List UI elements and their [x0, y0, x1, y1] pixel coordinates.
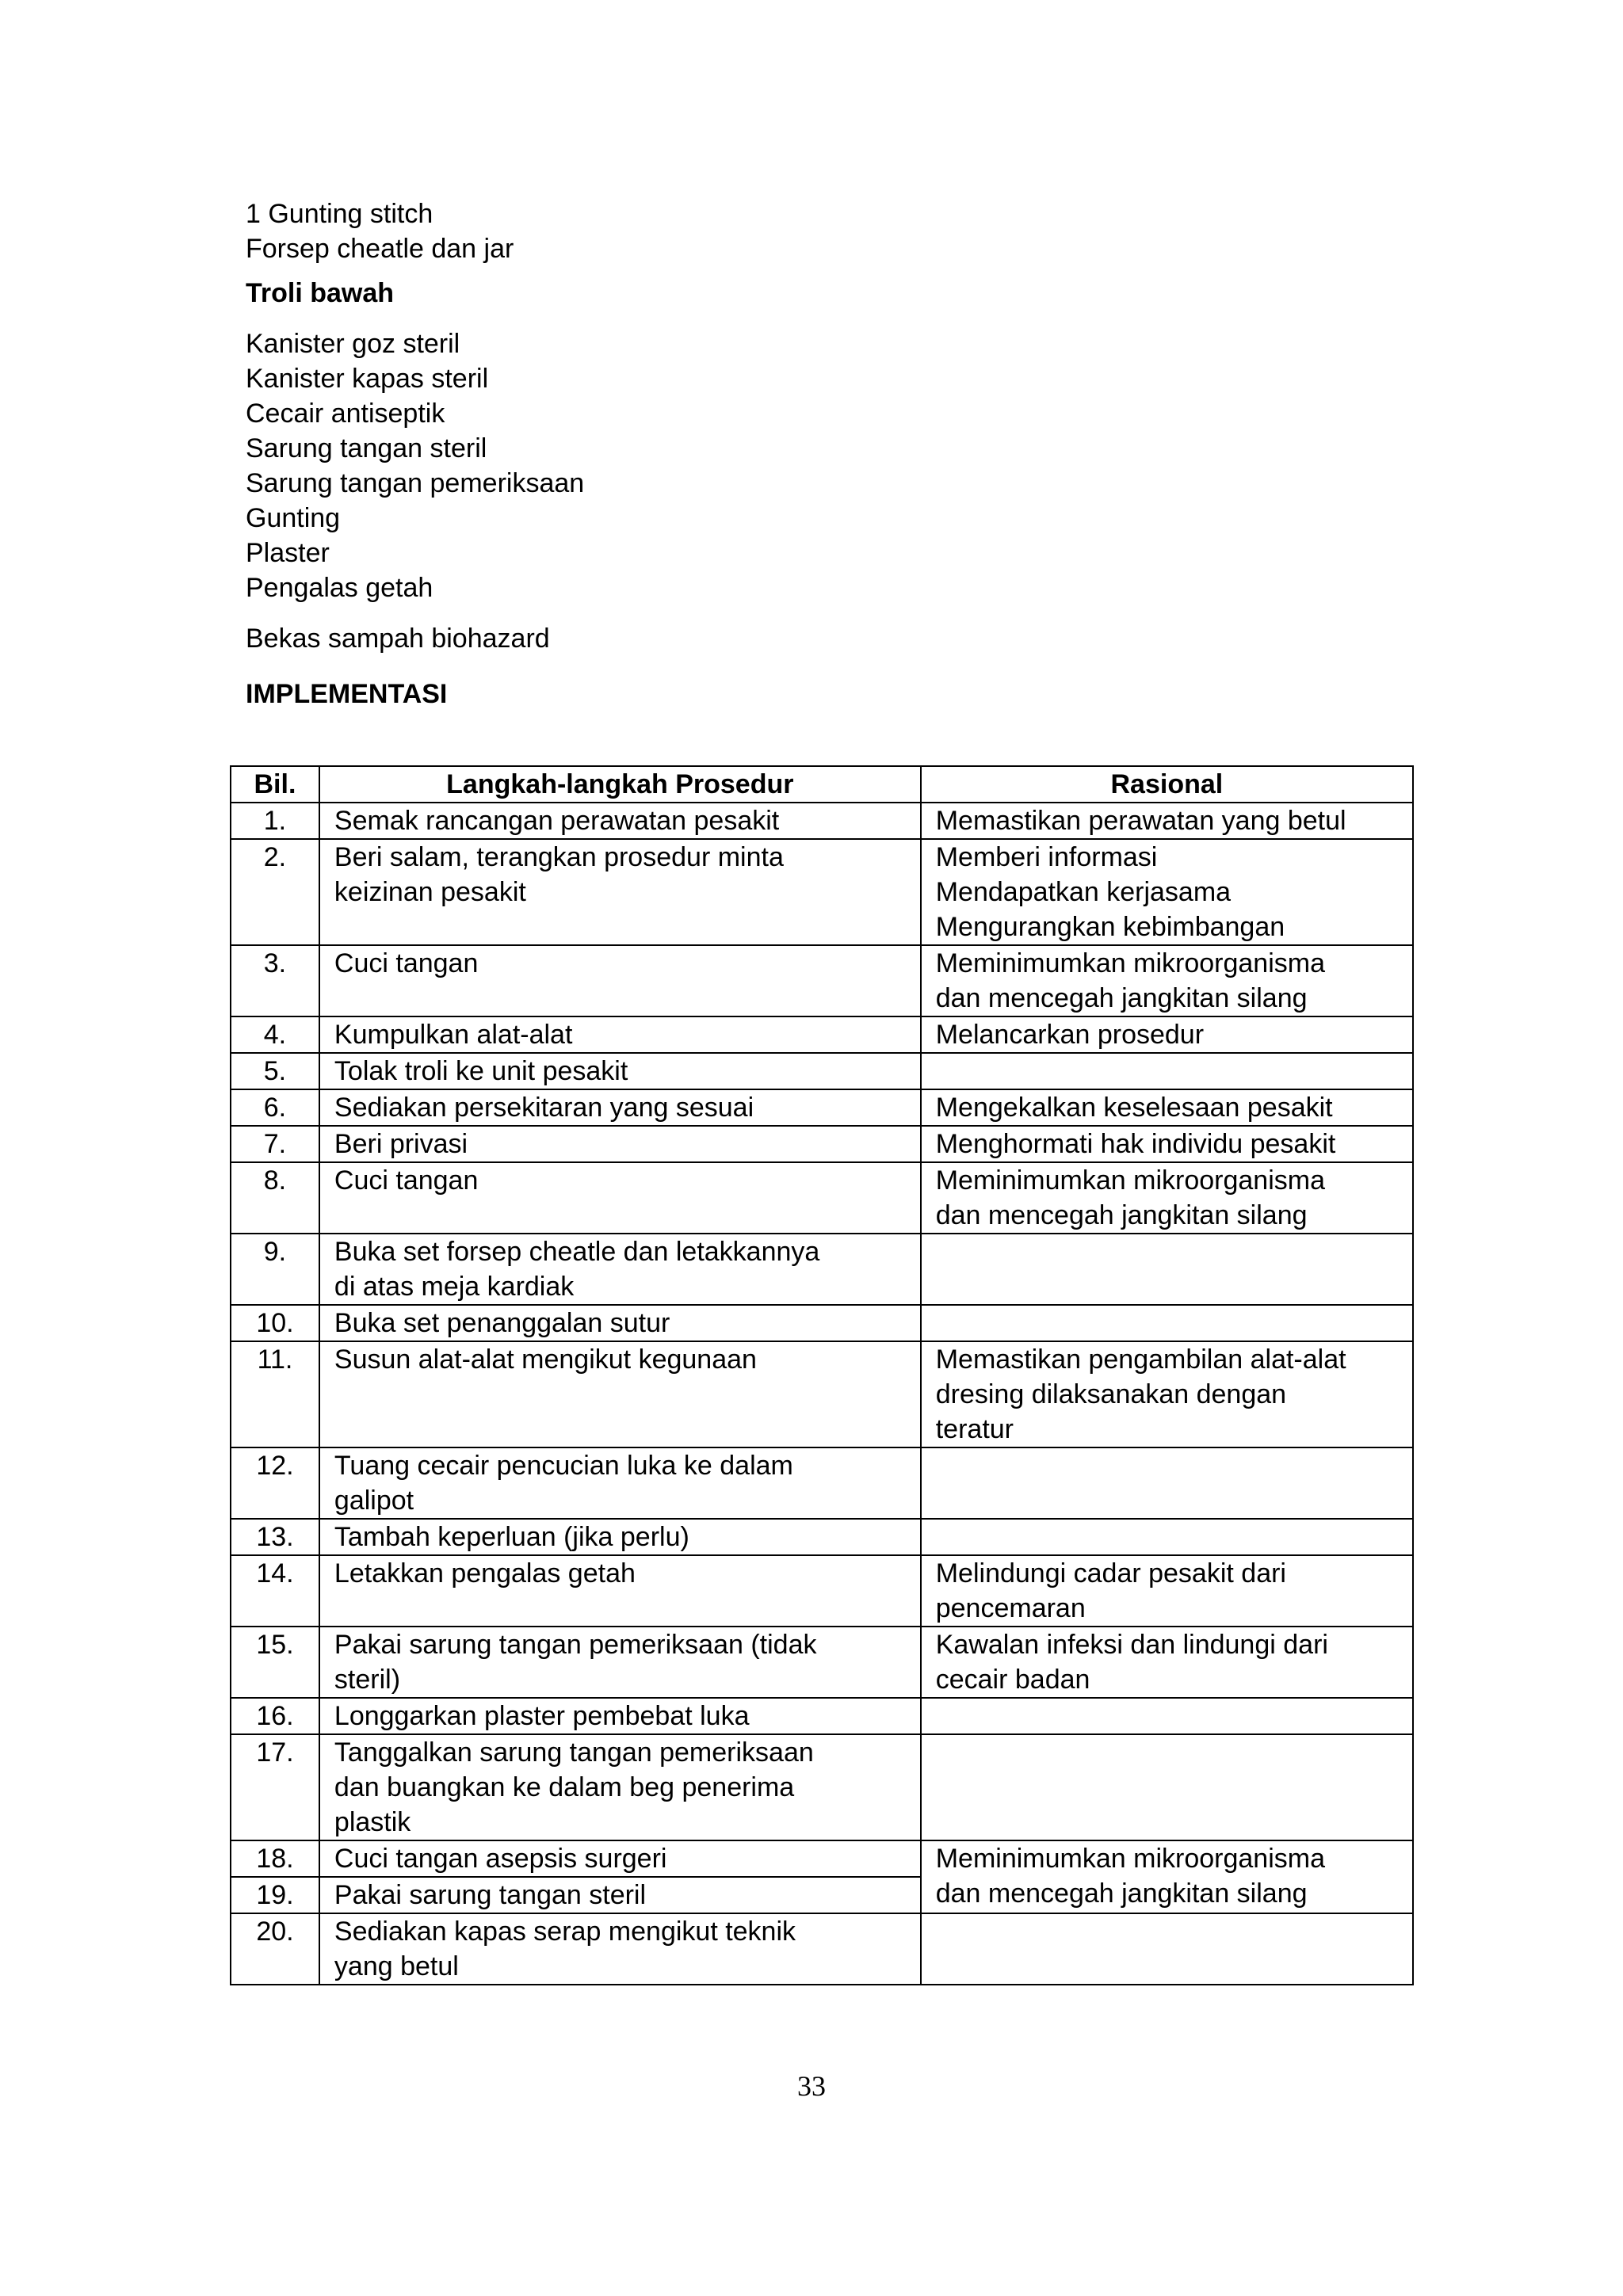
procedure-step: Susun alat-alat mengikut kegunaan — [319, 1341, 921, 1447]
procedure-step: Sediakan persekitaran yang sesuai — [319, 1089, 921, 1126]
table-row — [231, 1089, 1413, 1126]
list-item: Sarung tangan pemeriksaan — [246, 468, 585, 498]
row-number: 11. — [231, 1341, 319, 1447]
table-row — [231, 839, 1413, 945]
table-row — [231, 1341, 1413, 1447]
row-number: 2. — [231, 839, 319, 945]
procedure-step: Pakai sarung tangan pemeriksaan (tidak steril) — [319, 1627, 921, 1698]
list-item: Plaster — [246, 538, 330, 568]
procedure-step: Tuang cecair pencucian luka ke dalam galipot — [319, 1447, 921, 1519]
page-content — [246, 196, 1419, 734]
page-number: 33 — [797, 2070, 826, 2102]
row-number: 5. — [231, 1053, 319, 1089]
row-number: 10. — [231, 1305, 319, 1341]
table-row — [231, 1519, 1413, 1555]
rationale: Memastikan perawatan yang betul — [921, 803, 1413, 839]
header-rationale: Rasional — [921, 766, 1413, 803]
list-item: Cecair antiseptik — [246, 399, 445, 429]
rationale: Memastikan pengambilan alat-alat dresing dilaksanakan dengan teratur — [921, 1341, 1413, 1447]
table-row — [231, 1126, 1413, 1162]
rationale — [921, 1447, 1413, 1519]
list-item: Forsep cheatle dan jar — [246, 234, 514, 264]
rationale: Meminimumkan mikroorganisma dan mencegah jangkitan silang — [921, 945, 1413, 1016]
procedure-step: Beri salam, terangkan prosedur minta keizinan pesakit — [319, 839, 921, 945]
row-number: 18. — [231, 1840, 319, 1877]
table-row — [231, 1162, 1413, 1234]
procedure-step: Tambah keperluan (jika perlu) — [319, 1519, 921, 1555]
rationale: Menghormati hak individu pesakit — [921, 1126, 1413, 1162]
table-header-row — [231, 766, 1413, 803]
rationale: Meminimumkan mikroorganisma dan mencegah jangkitan silang — [921, 1840, 1413, 1913]
rationale: Meminimumkan mikroorganisma dan mencegah jangkitan silang — [921, 1162, 1413, 1234]
table-row — [231, 1734, 1413, 1840]
rationale: Melindungi cadar pesakit dari pencemaran — [921, 1555, 1413, 1627]
row-number: 1. — [231, 803, 319, 839]
table-row — [231, 1305, 1413, 1341]
procedure-step: Buka set penanggalan sutur — [319, 1305, 921, 1341]
procedure-step: Kumpulkan alat-alat — [319, 1016, 921, 1053]
rationale — [921, 1734, 1413, 1840]
list-item: Kanister kapas steril — [246, 364, 489, 394]
list-item: Kanister goz steril — [246, 329, 460, 359]
rationale: Melancarkan prosedur — [921, 1016, 1413, 1053]
table-row — [231, 1698, 1413, 1734]
rationale — [921, 1698, 1413, 1734]
table-row — [231, 803, 1413, 839]
row-number: 19. — [231, 1877, 319, 1913]
list-item: 1 Gunting stitch — [246, 199, 433, 229]
header-steps: Langkah-langkah Prosedur — [319, 766, 921, 803]
section-title: IMPLEMENTASI — [246, 679, 448, 709]
list-item: Pengalas getah — [246, 573, 433, 603]
rationale: Kawalan infeksi dan lindungi dari cecair badan — [921, 1627, 1413, 1698]
table-row — [231, 1555, 1413, 1627]
row-number: 8. — [231, 1162, 319, 1234]
table-row — [231, 1627, 1413, 1698]
table-row — [231, 1234, 1413, 1305]
procedure-step: Longgarkan plaster pembebat luka — [319, 1698, 921, 1734]
row-number: 7. — [231, 1126, 319, 1162]
rationale — [921, 1234, 1413, 1305]
row-number: 17. — [231, 1734, 319, 1840]
procedure-step: Tolak troli ke unit pesakit — [319, 1053, 921, 1089]
table-row — [231, 1840, 1413, 1877]
procedure-step: Buka set forsep cheatle dan letakkannya di atas meja kardiak — [319, 1234, 921, 1305]
procedure-step: Pakai sarung tangan steril — [319, 1877, 921, 1913]
equipment-list — [246, 196, 1419, 266]
row-number: 14. — [231, 1555, 319, 1627]
list-item: Gunting — [246, 503, 341, 533]
rationale — [921, 1053, 1413, 1089]
troli-list — [246, 326, 1419, 605]
procedure-step: Semak rancangan perawatan pesakit — [319, 803, 921, 839]
rationale: Mengekalkan keselesaan pesakit — [921, 1089, 1413, 1126]
rationale: Memberi informasi Mendapatkan kerjasama Mengurangkan kebimbangan — [921, 839, 1413, 945]
troli-heading: Troli bawah — [246, 278, 395, 308]
row-number: 12. — [231, 1447, 319, 1519]
procedure-table — [230, 765, 1414, 1985]
row-number: 4. — [231, 1016, 319, 1053]
table-body — [231, 803, 1413, 1985]
procedure-step: Letakkan pengalas getah — [319, 1555, 921, 1627]
procedure-step: Beri privasi — [319, 1126, 921, 1162]
row-number: 6. — [231, 1089, 319, 1126]
row-number: 20. — [231, 1913, 319, 1985]
row-number: 3. — [231, 945, 319, 1016]
rationale — [921, 1305, 1413, 1341]
table-row — [231, 1053, 1413, 1089]
procedure-step: Sediakan kapas serap mengikut teknik yang betul — [319, 1913, 921, 1985]
table-row — [231, 1913, 1413, 1985]
row-number: 9. — [231, 1234, 319, 1305]
procedure-step: Tanggalkan sarung tangan pemeriksaan dan buangkan ke dalam beg penerima plastik — [319, 1734, 921, 1840]
row-number: 16. — [231, 1698, 319, 1734]
table-row — [231, 1447, 1413, 1519]
extra-item: Bekas sampah biohazard — [246, 624, 550, 654]
table-row — [231, 945, 1413, 1016]
row-number: 15. — [231, 1627, 319, 1698]
procedure-step: Cuci tangan — [319, 1162, 921, 1234]
list-item: Sarung tangan steril — [246, 433, 487, 463]
procedure-step: Cuci tangan — [319, 945, 921, 1016]
rationale — [921, 1519, 1413, 1555]
table-row — [231, 1016, 1413, 1053]
header-bil: Bil. — [231, 766, 319, 803]
row-number: 13. — [231, 1519, 319, 1555]
rationale — [921, 1913, 1413, 1985]
procedure-step: Cuci tangan asepsis surgeri — [319, 1840, 921, 1877]
